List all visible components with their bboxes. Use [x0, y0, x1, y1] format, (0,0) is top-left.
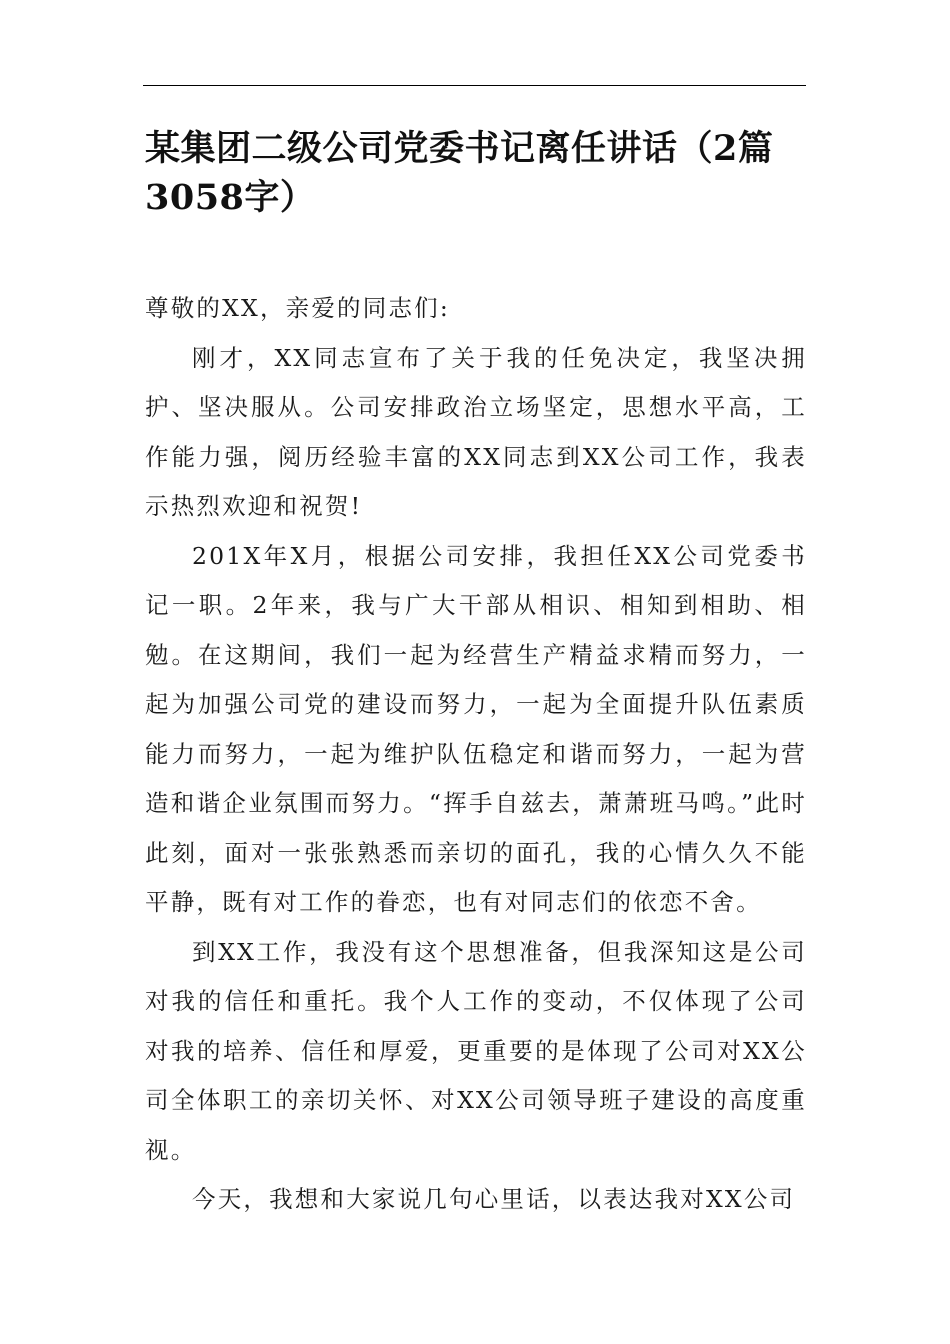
paragraph-1: 刚才，XX同志宣布了关于我的任免决定，我坚决拥护、坚决服从。公司安排政治立场坚定，思想水平高，工作能力强，阅历经验丰富的XX同志到XX公司工作，我表示热烈欢迎和祝贺! [145, 343, 807, 520]
paragraph-4: 今天，我想和大家说几句心里话，以表达我对XX公司 [192, 1185, 796, 1213]
document-title: 某集团二级公司党委书记离任讲话（2篇3058字） [145, 128, 774, 218]
paragraph-2: 201X年X月，根据公司安排，我担任XX公司党委书记一职。2年来，我与广大干部从相识、相知到相助、相勉。在这期间，我们一起为经营生产精益求精而努力，一起为加强公司党的建设而努力，一起为全面提升队伍素质能力而努力，一起为维护队伍稳定和谐而努力，一起为营造和谐企业氛围而努力。“挥手自兹去，萧萧班马鸣。”此时此刻，面对一张张熟悉而亲切的面孔，我的心情久久不能平静，既有对工作的眷恋，也有对同志们的依恋不舍。 [145, 541, 807, 916]
header-rule [143, 85, 806, 86]
salutation: 尊敬的XX，亲爱的同志们: [145, 294, 450, 322]
paragraph-3: 到XX工作，我没有这个思想准备，但我深知这是公司对我的信任和重托。我个人工作的变动，不仅体现了公司对我的培养、信任和厚爱，更重要的是体现了公司对XX公司全体职工的亲切关怀、对XX公司领导班子建设的高度重视。 [145, 937, 807, 1164]
document-body [145, 284, 807, 1225]
